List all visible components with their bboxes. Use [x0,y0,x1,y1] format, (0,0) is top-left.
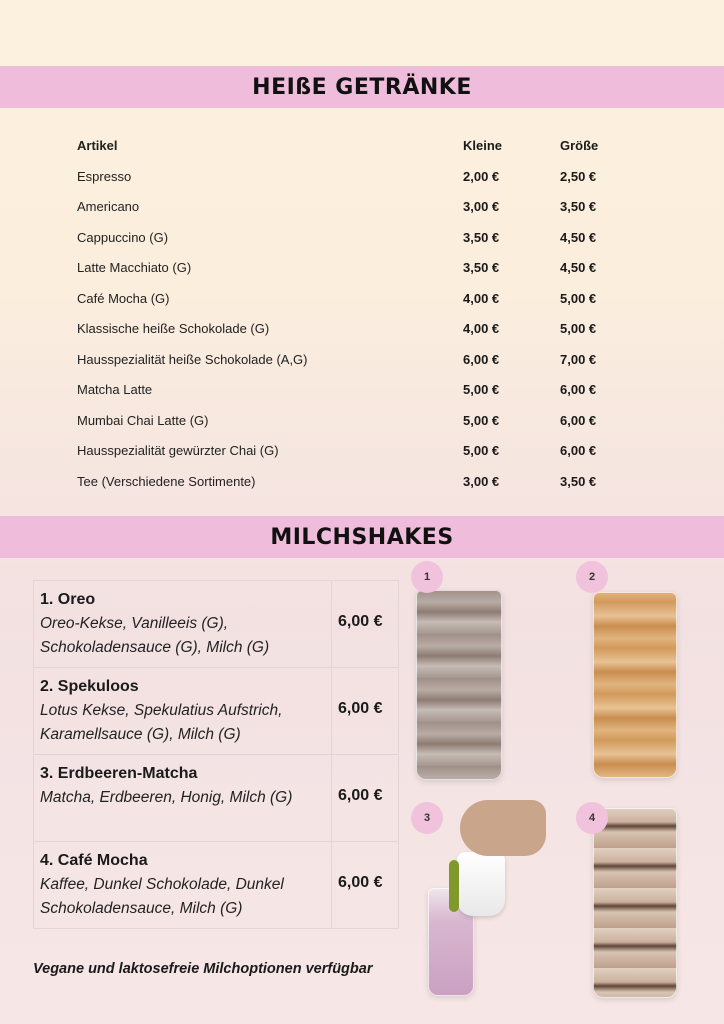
table-row [34,581,398,668]
drink-name: Latte Macchiato (G) [77,260,192,275]
price-small: 2,00 € [463,168,500,184]
price-small: 5,00 € [463,382,500,397]
price-large: 6,00 € [560,443,597,458]
table-row [34,668,398,755]
shake-title: 1. Oreo [40,591,96,608]
shake-price: 6,00 € [338,700,383,717]
matcha-pour [449,860,459,912]
drink-name: Hausspezialität gewürzter Chai (G) [77,443,279,458]
column-divider [331,842,332,928]
shake-description: Oreo-Kekse, Vanilleeis (G), Schokoladensauce (G), Milch (G) [40,615,270,656]
pitcher-icon [457,852,505,916]
hot-drinks-header [0,66,724,108]
price-large: 3,50 € [560,473,597,489]
shake-description: Matcha, Erdbeeren, Honig, Milch (G) [40,789,293,806]
drink-name: Americano [77,199,140,214]
column-header-item: Artikel [77,138,118,153]
price-small: 4,00 € [463,290,500,306]
price-large: 7,00 € [560,351,597,367]
table-row [77,406,637,437]
drink-name: Café Mocha (G) [77,290,170,306]
photo-badge: 2 [576,561,608,593]
table-row [77,162,637,193]
table-row [77,314,637,345]
price-large: 3,50 € [560,199,597,214]
price-large: 4,50 € [560,229,597,245]
column-header-small: Kleine [463,138,503,153]
drink-name: Klassische heiße Schokolade (G) [77,321,270,336]
shake-title: 3. Erdbeeren-Matcha [40,765,198,782]
price-large: 6,00 € [560,382,597,397]
price-small: 5,00 € [463,443,500,458]
price-large: 5,00 € [560,290,597,306]
column-divider [331,755,332,841]
price-small: 4,00 € [463,321,500,336]
table-row [77,253,637,284]
shake-description: Kaffee, Dunkel Schokolade, Dunkel Schokoladensauce, Milch (G) [40,876,284,917]
shake-price: 6,00 € [338,874,383,891]
table-row [77,375,637,406]
drink-name: Tee (Verschiedene Sortimente) [77,473,256,489]
price-large: 6,00 € [560,412,597,428]
spekuloos-shake-glass [593,592,677,778]
shake-price: 6,00 € [338,787,383,804]
table-row [77,467,637,498]
column-divider [331,581,332,667]
shake-description: Lotus Kekse, Spekulatius Aufstrich, Karamellsauce (G), Milch (G) [40,702,283,743]
photo-badge: 3 [411,802,443,834]
shake-title: 2. Spekuloos [40,678,139,695]
section-title: HEIßE GETRÄNKE [252,74,472,100]
column-divider [331,668,332,754]
price-small: 3,00 € [463,199,500,214]
price-large: 2,50 € [560,168,597,184]
price-large: 5,00 € [560,321,597,336]
photo-badge: 1 [411,561,443,593]
shake-price: 6,00 € [338,613,383,630]
drink-name: Cappuccino (G) [77,229,169,245]
price-small: 6,00 € [463,351,500,367]
table-row [77,284,637,315]
hand-icon [460,800,546,856]
table-row [77,192,637,223]
drink-name: Espresso [77,168,132,184]
table-row [77,436,637,467]
mocha-shake-glass [593,808,677,998]
table-row [34,755,398,842]
hot-drinks-table [77,131,637,497]
section-title: MILCHSHAKES [270,524,454,550]
table-row [77,345,637,376]
drink-name: Hausspezialität heiße Schokolade (A,G) [77,351,308,367]
milkshakes-table [33,580,399,929]
column-header-large: Größe [560,138,599,153]
vegan-footnote: Vegane und laktosefreie Milchoptionen verfügbar [33,961,373,977]
price-large: 4,50 € [560,260,597,275]
table-row [34,842,398,928]
milkshakes-header [0,516,724,558]
price-small: 3,50 € [463,229,500,245]
shake-title: 4. Café Mocha [40,852,148,869]
table-row [77,223,637,254]
price-small: 5,00 € [463,412,500,428]
drink-name: Mumbai Chai Latte (G) [77,412,209,428]
drink-name: Matcha Latte [77,382,153,397]
table-header-row [77,131,637,162]
oreo-shake-glass [416,590,502,780]
photo-badge: 4 [576,802,608,834]
price-small: 3,00 € [463,473,500,489]
price-small: 3,50 € [463,260,500,275]
